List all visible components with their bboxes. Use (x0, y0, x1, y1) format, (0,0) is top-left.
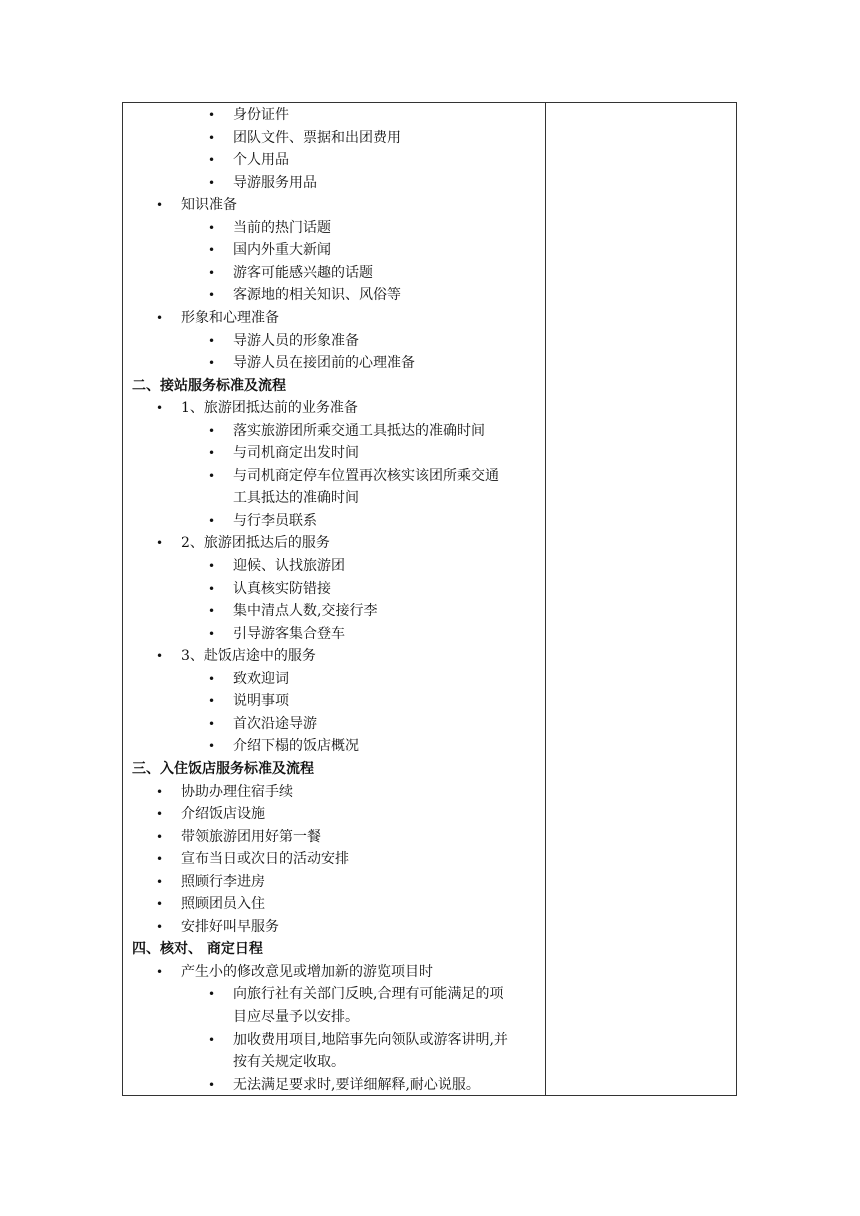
sub-list-item: 引导游客集合登车 (233, 625, 345, 642)
sub-list-item: 身份证件 (233, 107, 289, 123)
bullet-icon: • (208, 626, 216, 641)
bullet-icon: • (208, 333, 216, 348)
bullet-icon: • (156, 784, 164, 799)
bullet-icon: • (208, 153, 216, 168)
list-item: 带领旅游团用好第一餐 (181, 828, 321, 845)
sub-list-item: 团队文件、票据和出团费用 (233, 129, 401, 146)
bullet-icon: • (156, 874, 164, 889)
list-item: 产生小的修改意见或增加新的游览项目时 (181, 963, 433, 980)
section-heading: 二、接站服务标准及流程 (132, 377, 286, 394)
section-heading: 三、入住饭店服务标准及流程 (132, 760, 314, 777)
sub-list-item: 游客可能感兴趣的话题 (233, 264, 373, 281)
list-item: 1、旅游团抵达前的业务准备 (181, 400, 358, 417)
bullet-icon: • (208, 694, 216, 709)
column-divider (545, 103, 546, 1095)
bullet-icon: • (208, 1032, 216, 1047)
sub-list-item: 首次沿途导游 (233, 715, 317, 732)
bullet-icon: • (156, 964, 164, 979)
list-item: 2、旅游团抵达后的服务 (181, 535, 330, 552)
bullet-icon: • (156, 852, 164, 867)
list-item-continuation: 工具抵达的准确时间 (233, 490, 359, 507)
bullet-icon: • (156, 829, 164, 844)
section-heading: 四、核对、 商定日程 (132, 941, 263, 958)
bullet-icon: • (208, 604, 216, 619)
bullet-icon: • (208, 446, 216, 461)
sub-list-item: 导游服务用品 (233, 174, 317, 191)
sub-list-item: 导游人员在接团前的心理准备 (233, 355, 415, 372)
sub-list-item: 认真核实防错接 (233, 580, 331, 597)
list-item: 形象和心理准备 (181, 309, 279, 326)
bullet-icon: • (156, 897, 164, 912)
sub-list-item: 国内外重大新闻 (233, 242, 331, 259)
sub-list-item: 个人用品 (233, 152, 289, 169)
sub-list-item: 与司机商定出发时间 (233, 445, 359, 462)
list-item: 介绍饭店设施 (181, 806, 265, 823)
bullet-icon: • (156, 649, 164, 664)
bullet-icon: • (208, 243, 216, 258)
list-item: 照顾团员入住 (181, 896, 265, 913)
bullet-icon: • (208, 581, 216, 596)
sub-list-item: 加收费用项目,地陪事先向领队或游客讲明,并 (233, 1031, 508, 1048)
bullet-icon: • (208, 987, 216, 1002)
sub-list-item: 导游人员的形象准备 (233, 332, 359, 349)
sub-list-item: 说明事项 (233, 693, 289, 710)
bullet-icon: • (156, 198, 164, 213)
bullet-icon: • (208, 671, 216, 686)
bullet-icon: • (156, 310, 164, 325)
bullet-icon: • (208, 265, 216, 280)
bullet-icon: • (208, 175, 216, 190)
sub-list-item: 无法满足要求时,要详细解释,耐心说服。 (233, 1076, 480, 1093)
bullet-icon: • (208, 220, 216, 235)
bullet-icon: • (156, 401, 164, 416)
sub-list-item: 客源地的相关知识、风俗等 (233, 287, 401, 304)
sub-list-item: 与司机商定停车位置再次核实该团所乘交通 (233, 467, 499, 484)
sub-list-item: 致欢迎词 (233, 670, 289, 687)
sub-list-item: 向旅行社有关部门反映,合理有可能满足的项 (233, 986, 504, 1003)
bullet-icon: • (208, 288, 216, 303)
bullet-icon: • (208, 513, 216, 528)
bullet-icon: • (208, 739, 216, 754)
bullet-icon: • (156, 919, 164, 934)
bullet-icon: • (208, 1077, 216, 1092)
list-item: 3、赴饭店途中的服务 (181, 648, 316, 665)
bullet-icon: • (208, 559, 216, 573)
list-item: 知识准备 (181, 197, 237, 214)
sub-list-item: 落实旅游团所乘交通工具抵达的准确时间 (233, 422, 485, 439)
bullet-icon: • (156, 807, 164, 822)
sub-list-item: 迎候、认找旅游团 (233, 558, 345, 574)
bullet-icon: • (208, 716, 216, 731)
sub-list-item: 当前的热门话题 (233, 219, 331, 236)
sub-list-item: 集中清点人数,交接行李 (233, 603, 378, 620)
bullet-icon: • (156, 536, 164, 551)
sub-list-item: 与行李员联系 (233, 512, 317, 529)
bullet-icon: • (208, 356, 216, 371)
list-item: 照顾行李进房 (181, 873, 265, 890)
list-item: 协助办理住宿手续 (181, 783, 293, 800)
list-item-continuation: 按有关规定收取。 (233, 1054, 345, 1071)
bullet-icon: • (208, 423, 216, 438)
bullet-icon: • (208, 108, 216, 122)
list-item: 宣布当日或次日的活动安排 (181, 851, 349, 868)
sub-list-item: 介绍下榻的饭店概况 (233, 738, 359, 755)
bullet-icon: • (208, 468, 216, 483)
list-item-continuation: 目应尽量予以安排。 (233, 1009, 359, 1025)
list-item: 安排好叫早服务 (181, 918, 279, 935)
bullet-icon: • (208, 130, 216, 145)
content-table (122, 102, 737, 1096)
